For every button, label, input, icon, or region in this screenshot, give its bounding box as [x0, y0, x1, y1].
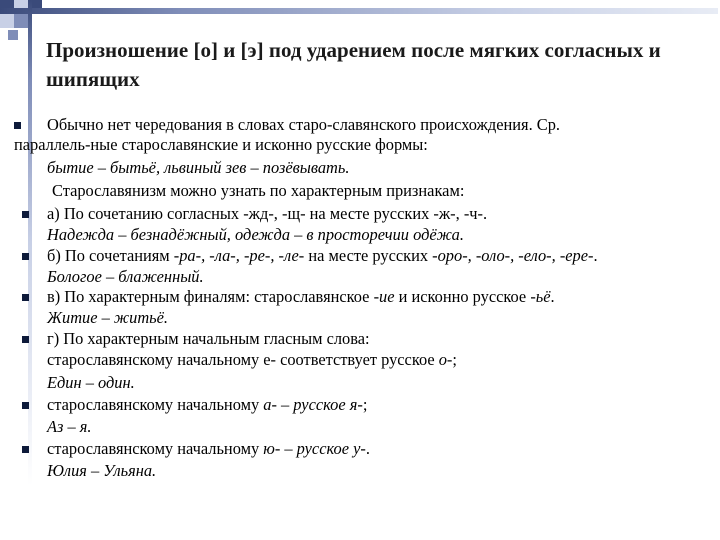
body-line: Обычно нет чередования в словах старо-славянского происхождения. Ср.	[47, 115, 560, 134]
body-line: Един – один.	[47, 373, 135, 392]
text-segment: и исконно русское	[394, 287, 531, 306]
bullet-marker	[22, 211, 29, 218]
body-line: Аз – я.	[47, 417, 92, 436]
text-segment: -ие	[373, 287, 395, 306]
body-line: г) По характерным начальным гласным слова:	[47, 329, 370, 348]
body-line	[47, 350, 457, 370]
text-segment: старославянскому начальному	[47, 395, 264, 414]
text-segment: о-	[438, 350, 453, 369]
body-line: Бологое – блаженный.	[47, 267, 204, 286]
body-line: Надежда – безнадёжный, одежда – в просторечии одёжа.	[47, 225, 464, 244]
top-rule	[0, 8, 718, 14]
bullet-marker	[22, 402, 29, 409]
bullet-marker	[22, 446, 29, 453]
text-segment: б) По сочетаниям	[47, 246, 174, 265]
body-line: параллель-ные старославянские и исконно русские формы:	[14, 135, 428, 154]
left-rule	[28, 0, 32, 540]
body-line: а) По сочетанию согласных -жд-, -щ- на месте русских -ж-, -ч-.	[47, 204, 488, 223]
body-line	[47, 439, 370, 459]
text-segment: -ьё	[530, 287, 551, 306]
text-segment: .	[365, 439, 370, 458]
bullet-marker	[14, 122, 21, 129]
body-line	[47, 395, 367, 415]
text-segment: -ра-, -ла-, -ре-, -ле-	[173, 246, 305, 265]
text-segment: старославянскому начальному е- соответствует русское	[47, 350, 439, 369]
text-segment: .	[593, 246, 598, 265]
body-line: Юлия – Ульяна.	[47, 461, 157, 480]
text-segment: в) По характерным финалям: старославянское	[47, 287, 374, 306]
bullet-marker	[22, 253, 29, 260]
text-segment: а- – русское я-	[263, 395, 363, 414]
deco-square-4	[14, 14, 28, 28]
bullet-marker	[22, 336, 29, 343]
slide-title: Произношение [о] и [э] под ударением после мягких согласных и шипящих	[46, 38, 661, 91]
body-line: бытие – бытьё, львиный зев – позёвывать.	[47, 158, 350, 177]
body-line: Житие – житьё.	[47, 308, 169, 327]
body-line: Старославянизм можно узнать по характерным признакам:	[52, 181, 465, 200]
text-segment: старославянскому начальному	[47, 439, 264, 458]
body-line	[47, 246, 598, 266]
text-segment: ;	[452, 350, 457, 369]
bullet-marker	[22, 294, 29, 301]
deco-square-6	[8, 30, 18, 40]
text-segment: -оро-, -оло-, -ело-, -ере-	[432, 246, 594, 265]
text-segment: ;	[362, 395, 368, 414]
text-segment: .	[550, 287, 555, 306]
text-segment: на месте русских	[304, 246, 433, 265]
text-segment: ю- – русское у-	[263, 439, 366, 458]
body-line	[47, 287, 555, 307]
deco-square-3	[0, 14, 14, 28]
